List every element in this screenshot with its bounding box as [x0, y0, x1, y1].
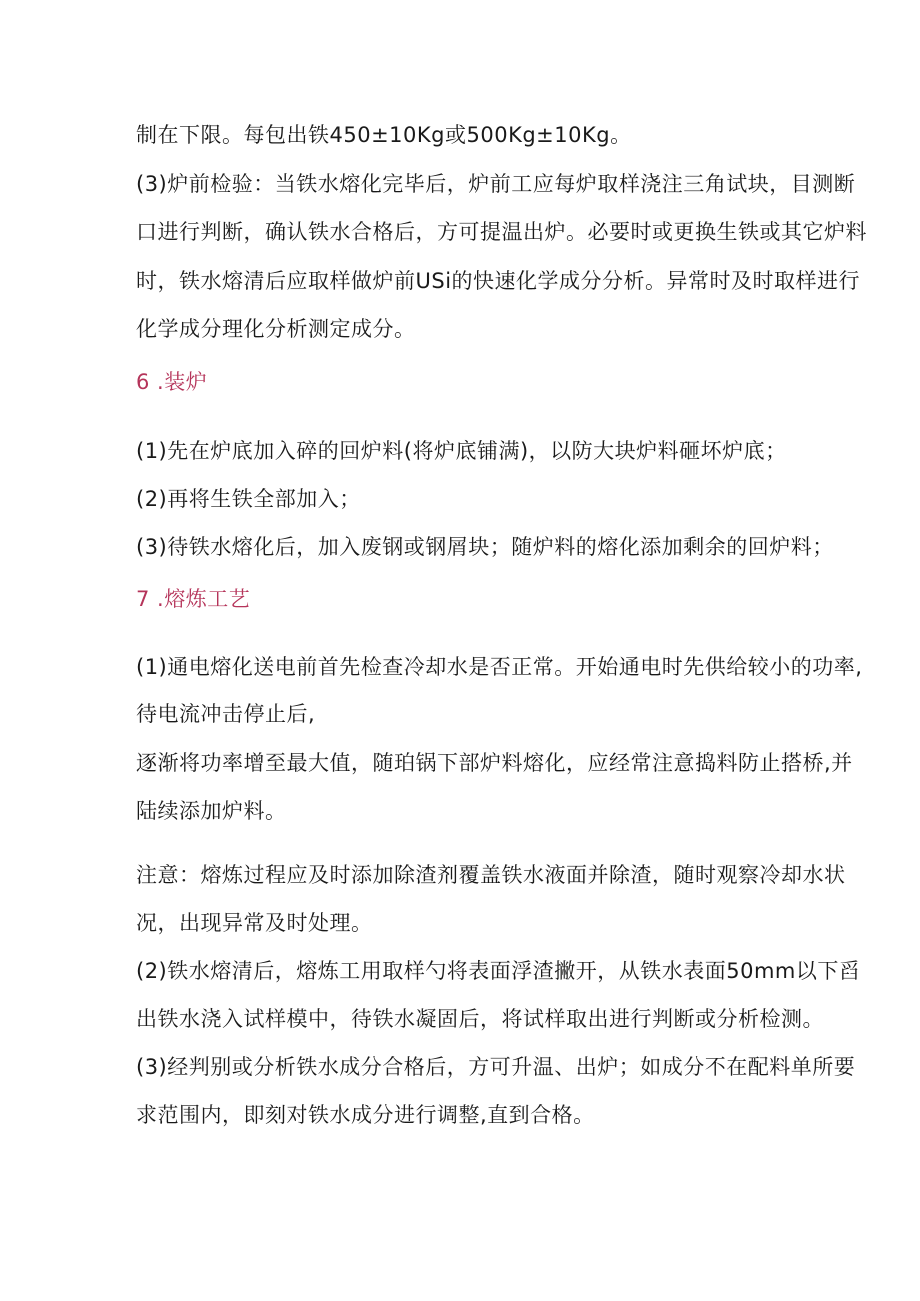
- paragraph-line: 逐渐将功率增至最大值，随珀锅下部炉料熔化，应经常注意捣料防止搭桥,并: [136, 751, 853, 775]
- paragraph-line: 待电流冲击停止后,: [136, 702, 316, 726]
- paragraph-line: (1)通电熔化送电前首先检查冷却水是否正常。开始通电时先供给较小的功率,: [136, 655, 863, 679]
- paragraph-line: (2)再将生铁全部加入；: [136, 487, 361, 511]
- paragraph-line: 出铁水浇入试样模中，待铁水凝固后，将试样取出进行判断或分析检测。: [136, 1007, 824, 1031]
- section-heading-7: 7 .熔炼工艺: [136, 587, 251, 611]
- paragraph-line: 陆续添加炉料。: [136, 799, 287, 823]
- section-heading-6: 6 .装炉: [136, 370, 208, 394]
- paragraph-line: (3)炉前检验：当铁水熔化完毕后，炉前工应每炉取样浇注三角试块，目测断: [136, 172, 856, 196]
- paragraph-line: (3)经判别或分析铁水成分合格后，方可升温、出炉；如成分不在配料单所要: [136, 1055, 856, 1079]
- paragraph-line: (2)铁水熔清后，熔炼工用取样勺将表面浮渣撇开，从铁水表面50mm以下舀: [136, 959, 861, 983]
- paragraph-line: 制在下限。每包出铁450±10Kg或500Kg±10Kg。: [136, 123, 632, 147]
- paragraph-line: (1)先在炉底加入碎的回炉料(将炉底铺满)，以防大块炉料砸坏炉底；: [136, 439, 787, 463]
- paragraph-line: 求范围内，即刻对铁水成分进行调整,直到合格。: [136, 1103, 595, 1127]
- paragraph-line: (3)待铁水熔化后，加入废钢或钢屑块；随炉料的熔化添加剩余的回炉料；: [136, 535, 834, 559]
- note-line: 况，出现异常及时处理。: [136, 911, 373, 935]
- note-line: 注意：熔炼过程应及时添加除渣剂覆盖铁水液面并除渣，随时观察冷却水状: [136, 863, 846, 887]
- paragraph-line: 化学成分理化分析测定成分。: [136, 317, 416, 341]
- paragraph-line: 口进行判断，确认铁水合格后，方可提温出炉。必要时或更换生铁或其它炉料: [136, 220, 867, 244]
- paragraph-line: 时，铁水熔清后应取样做炉前USi的快速化学成分分析。异常时及时取样进行: [136, 269, 861, 293]
